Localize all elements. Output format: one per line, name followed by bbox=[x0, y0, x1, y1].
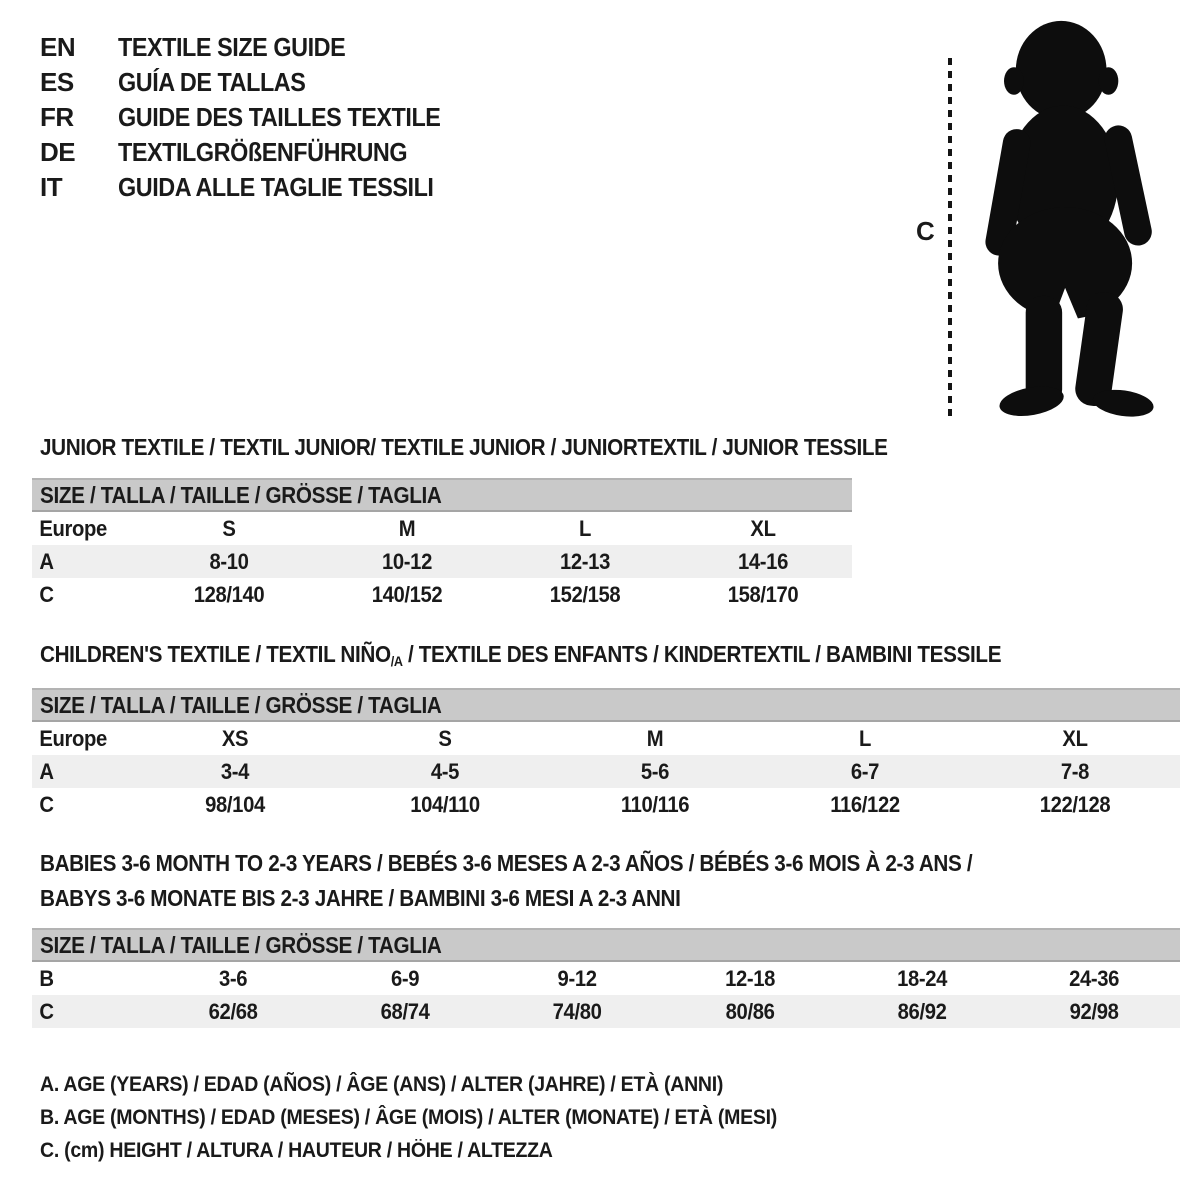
language-title-list bbox=[40, 30, 476, 205]
junior-size-table bbox=[32, 478, 852, 611]
language-row-en bbox=[40, 30, 476, 65]
legend-line-c: C. (cm) HEIGHT / ALTURA / HAUTEUR / HÖHE / ALTEZZA bbox=[40, 1139, 553, 1162]
row-label: C bbox=[39, 791, 54, 817]
babies-title-line1: BABIES 3-6 MONTH TO 2-3 YEARS / BEBÉS 3-6 MESES A 2-3 AÑOS / BÉBÉS 3-6 MOIS À 2-3 ANS / bbox=[40, 850, 973, 876]
size-cell: 122/128 bbox=[1039, 791, 1111, 817]
language-row-de bbox=[40, 135, 476, 170]
size-cell: 6-7 bbox=[850, 758, 880, 784]
size-cell: 10-12 bbox=[382, 548, 432, 574]
children-title-text: CHILDREN'S TEXTILE / TEXTIL NIÑO bbox=[40, 641, 391, 667]
size-cell: 3-4 bbox=[220, 758, 250, 784]
guide-title-it: GUIDA ALLE TAGLIE TESSILI bbox=[118, 172, 434, 202]
row-label: B bbox=[39, 965, 54, 991]
babies-title-line2: BABYS 3-6 MONATE BIS 2-3 JAHRE / BAMBINI 3-6 MESI A 2-3 ANNI bbox=[40, 885, 681, 911]
size-cell: XS bbox=[221, 725, 249, 751]
size-cell: 3-6 bbox=[218, 965, 248, 991]
size-cell: 104/110 bbox=[410, 791, 480, 817]
size-cell: 62/68 bbox=[208, 998, 258, 1024]
size-cell: L bbox=[858, 725, 871, 751]
size-cell: 8-10 bbox=[209, 548, 249, 574]
size-cell: L bbox=[578, 515, 591, 541]
children-row-europe bbox=[32, 722, 1180, 755]
language-code: ES bbox=[40, 67, 74, 97]
children-size-table bbox=[32, 688, 1180, 821]
height-reference-figure bbox=[900, 10, 1200, 440]
size-cell: S bbox=[438, 725, 452, 751]
children-row-age-years bbox=[32, 755, 1180, 788]
legend-line-a: A. AGE (YEARS) / EDAD (AÑOS) / ÂGE (ANS) / ALTER (JAHRE) / ETÀ (ANNI) bbox=[40, 1073, 724, 1096]
size-cell: 6-9 bbox=[391, 965, 420, 991]
size-cell: 110/116 bbox=[620, 791, 690, 817]
guide-title-de: TEXTILGRÖßENFÜHRUNG bbox=[118, 137, 408, 167]
junior-row-height-cm bbox=[32, 578, 852, 611]
size-header-row bbox=[32, 688, 1180, 722]
size-header-text: SIZE / TALLA / TAILLE / GRÖSSE / TAGLIA bbox=[40, 692, 442, 718]
size-cell: XL bbox=[750, 515, 776, 541]
size-cell: 140/152 bbox=[371, 581, 443, 607]
children-title-sub: /A bbox=[390, 653, 403, 669]
language-code: FR bbox=[40, 102, 74, 132]
size-cell: 4-5 bbox=[430, 758, 460, 784]
junior-row-europe bbox=[32, 512, 852, 545]
size-header-text: SIZE / TALLA / TAILLE / GRÖSSE / TAGLIA bbox=[40, 932, 442, 958]
legend-line-b: B. AGE (MONTHS) / EDAD (MESES) / ÂGE (MOIS) / ALTER (MONATE) / ETÀ (MESI) bbox=[40, 1106, 777, 1129]
size-cell: 12-18 bbox=[724, 965, 775, 991]
size-cell: 9-12 bbox=[557, 965, 597, 991]
row-label: Europe bbox=[39, 725, 107, 751]
size-cell: 12-13 bbox=[560, 548, 610, 574]
language-code: IT bbox=[40, 172, 63, 202]
row-label: C bbox=[39, 581, 54, 607]
size-cell: 92/98 bbox=[1069, 998, 1119, 1024]
row-label: A bbox=[39, 758, 54, 784]
size-header-row bbox=[32, 928, 1180, 962]
size-header-row bbox=[32, 478, 852, 512]
language-row-it bbox=[40, 170, 476, 205]
size-cell: S bbox=[222, 515, 236, 541]
size-cell: XL bbox=[1062, 725, 1088, 751]
row-label: A bbox=[39, 548, 54, 574]
size-cell: 18-24 bbox=[896, 965, 947, 991]
height-measure-dashed-line bbox=[948, 58, 952, 420]
size-cell: 116/122 bbox=[830, 791, 900, 817]
size-cell: 80/86 bbox=[725, 998, 774, 1024]
size-cell: 5-6 bbox=[640, 758, 670, 784]
row-label: Europe bbox=[39, 515, 107, 541]
children-title-text-post: / TEXTILE DES ENFANTS / KINDERTEXTIL / BAMBINI TESSILE bbox=[402, 641, 1002, 667]
size-cell: 158/170 bbox=[727, 581, 799, 607]
babies-size-table bbox=[32, 928, 1180, 1028]
height-measure-label: C bbox=[916, 216, 935, 246]
guide-title-en: TEXTILE SIZE GUIDE bbox=[118, 32, 346, 62]
language-row-es bbox=[40, 65, 476, 100]
language-code: EN bbox=[40, 32, 76, 62]
size-header-text: SIZE / TALLA / TAILLE / GRÖSSE / TAGLIA bbox=[40, 482, 442, 508]
language-code: DE bbox=[40, 137, 76, 167]
children-row-height-cm bbox=[32, 788, 1180, 821]
row-label: C bbox=[39, 998, 54, 1024]
language-row-fr bbox=[40, 100, 476, 135]
size-cell: 86/92 bbox=[897, 998, 947, 1024]
size-cell: 7-8 bbox=[1060, 758, 1090, 784]
babies-row-height-cm bbox=[32, 995, 1180, 1028]
babies-row-age-months bbox=[32, 962, 1180, 995]
measure-legend bbox=[40, 1068, 832, 1167]
size-cell: 98/104 bbox=[205, 791, 265, 817]
size-cell: 74/80 bbox=[552, 998, 602, 1024]
guide-title-es: GUÍA DE TALLAS bbox=[118, 67, 306, 97]
junior-row-age-years bbox=[32, 545, 852, 578]
guide-title-fr: GUIDE DES TAILLES TEXTILE bbox=[118, 102, 441, 132]
babies-section-title bbox=[40, 846, 972, 916]
toddler-silhouette-image bbox=[958, 14, 1186, 418]
size-cell: 152/158 bbox=[549, 581, 621, 607]
size-cell: M bbox=[398, 515, 416, 541]
size-cell: 14-16 bbox=[738, 548, 788, 574]
junior-section-title: JUNIOR TEXTILE / TEXTIL JUNIOR/ TEXTILE JUNIOR / JUNIORTEXTIL / JUNIOR TESSILE bbox=[40, 434, 888, 460]
size-cell: 24-36 bbox=[1068, 965, 1119, 991]
size-cell: 128/140 bbox=[193, 581, 265, 607]
size-cell: 68/74 bbox=[380, 998, 430, 1024]
children-section-title bbox=[40, 641, 1001, 669]
size-cell: M bbox=[646, 725, 664, 751]
